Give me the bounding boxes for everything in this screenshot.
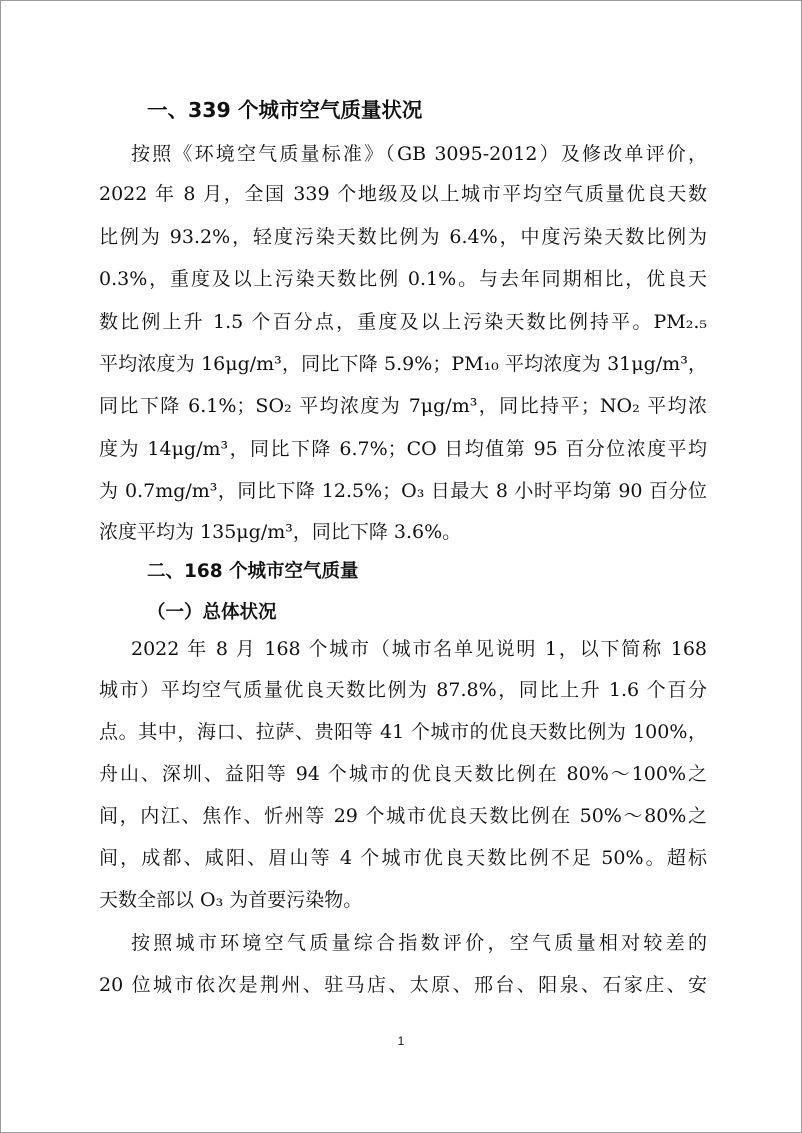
paragraph-line: 比例为 93.2%，轻度污染天数比例为 6.4%，中度污染天数比例为 <box>99 226 707 248</box>
paragraph-line: 2022 年 8 月，全国 339 个地级及以上城市平均空气质量优良天数 <box>99 183 707 205</box>
paragraph-line: 点。其中，海口、拉萨、贵阳等 41 个城市的优良天数比例为 100%， <box>99 721 707 743</box>
paragraph-line: 城市）平均空气质量优良天数比例为 87.8%，同比上升 1.6 个百分 <box>99 679 707 701</box>
paragraph-line: 间，成都、咸阳、眉山等 4 个城市优良天数比例不足 50%。超标 <box>99 847 707 869</box>
paragraph-line: 舟山、深圳、益阳等 94 个城市的优良天数比例在 80%～100%之 <box>99 763 707 785</box>
paragraph-line: 数比例上升 1.5 个百分点，重度及以上污染天数比例持平。PM₂.₅ <box>99 311 707 333</box>
section1-heading: 一、339 个城市空气质量状况 <box>147 98 423 122</box>
paragraph-line: 按照城市环境空气质量综合指数评价，空气质量相对较差的 <box>131 932 707 954</box>
paragraph-line: 天数全部以 O₃ 为首要污染物。 <box>99 889 363 911</box>
paragraph-line: 按照《环境空气质量标准》（GB 3095-2012）及修改单评价， <box>131 143 707 165</box>
paragraph-line: 浓度平均为 135μg/m³，同比下降 3.6%。 <box>99 521 462 543</box>
paragraph-line: 同比下降 6.1%；SO₂ 平均浓度为 7μg/m³，同比持平；NO₂ 平均浓 <box>99 395 707 417</box>
page-number: 1 <box>397 1034 405 1048</box>
paragraph-line: 0.3%，重度及以上污染天数比例 0.1%。与去年同期相比，优良天 <box>99 268 707 290</box>
paragraph-line: 平均浓度为 16μg/m³，同比下降 5.9%；PM₁₀ 平均浓度为 31μg/m³， <box>99 353 707 375</box>
section2-heading: 二、168 个城市空气质量 <box>147 561 359 582</box>
paragraph-line: 间，内江、焦作、忻州等 29 个城市优良天数比例在 50%～80%之 <box>99 805 707 827</box>
paragraph-line: 为 0.7mg/m³，同比下降 12.5%；O₃ 日最大 8 小时平均第 90 百分位 <box>99 480 707 502</box>
paragraph-line: 度为 14μg/m³，同比下降 6.7%；CO 日均值第 95 百分位浓度平均 <box>99 438 707 460</box>
paragraph-line: 20 位城市依次是荆州、驻马店、太原、邢台、阳泉、石家庄、安 <box>99 974 707 996</box>
paragraph-line: 2022 年 8 月 168 个城市（城市名单见说明 1，以下简称 168 <box>131 638 707 660</box>
section2-subheading: （一）总体状况 <box>147 602 277 623</box>
